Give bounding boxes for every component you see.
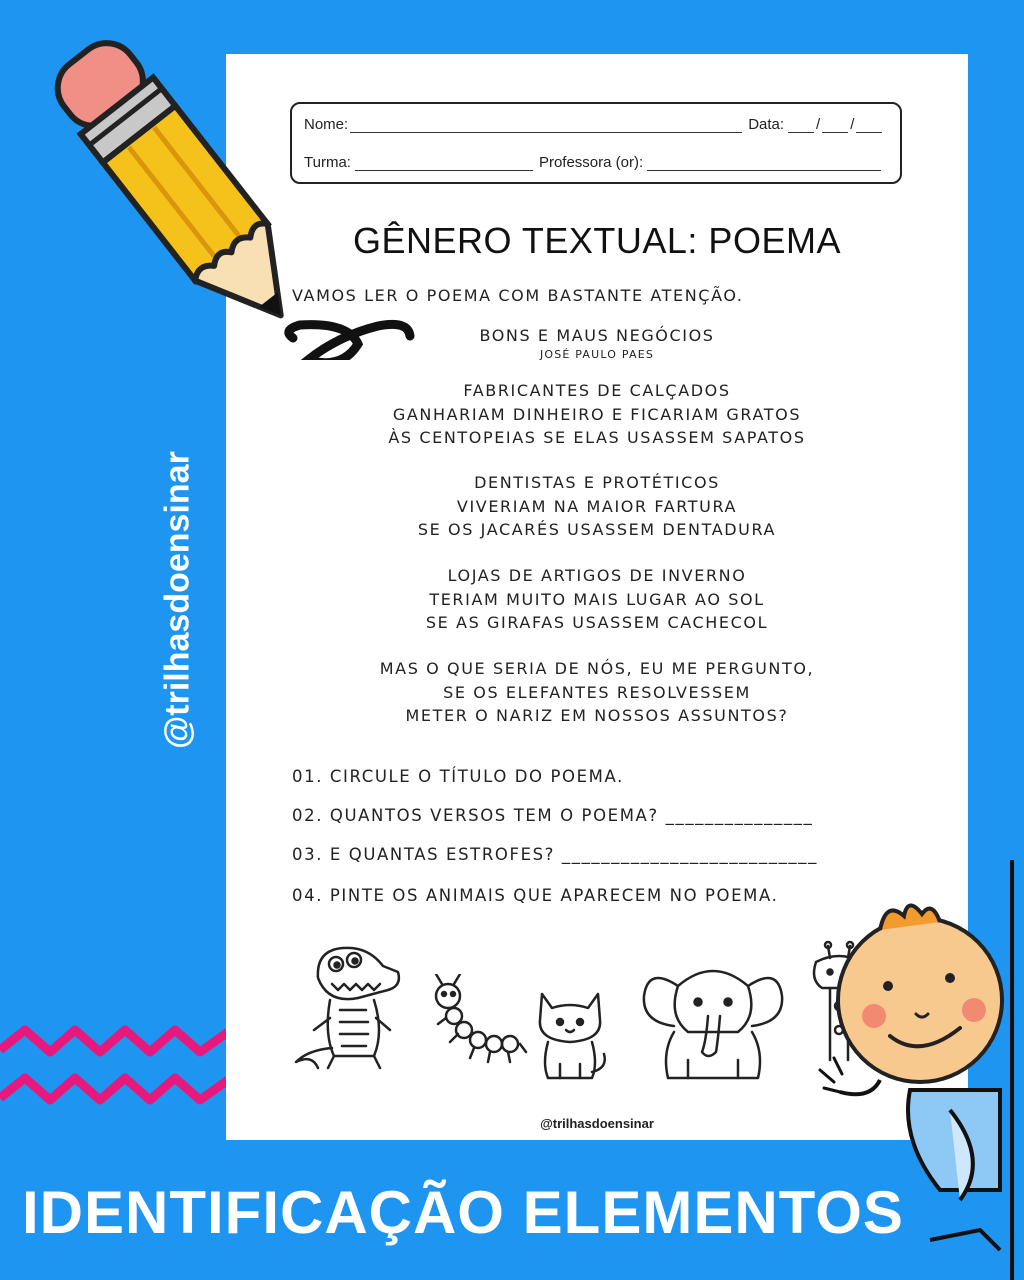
stanza [226, 564, 968, 635]
teacher-field[interactable] [647, 156, 881, 171]
verse: GANHARIAM DINHEIRO E FICARIAM GRATOS [392, 404, 802, 424]
cat-icon[interactable] [530, 984, 610, 1084]
stanza [226, 657, 968, 728]
stanza [226, 379, 968, 450]
verse: DENTISTAS E PROTÉTICOS [474, 473, 720, 492]
verse: SE OS JACARÉS USASSEM DENTADURA [417, 520, 777, 539]
verse: MAS O QUE SERIA DE NÓS, EU ME PERGUNTO, [379, 659, 815, 678]
intro-text: VAMOS LER O POEMA COM BASTANTE ATENÇÃO. [292, 286, 744, 305]
verse: FABRICANTES DE CALÇADOS [463, 381, 731, 400]
verse: SE OS ELEFANTES RESOLVESSEM [443, 682, 751, 702]
stanza [226, 471, 968, 542]
alligator-icon[interactable] [288, 938, 408, 1078]
name-label: Nome: [304, 116, 349, 133]
verse: TERIAM MUITO MAIS LUGAR AO SOL [429, 589, 765, 609]
question-1: 01. CIRCULE O TÍTULO DO POEMA. [292, 767, 624, 786]
student-info-box: Nome: Data: / / Turma: Professora (or): [290, 102, 902, 184]
side-handle: @trilhasdoensinar [158, 451, 197, 749]
date-day-field[interactable] [788, 118, 814, 133]
pencil-icon [38, 30, 418, 360]
poem-title: BONS E MAUS NEGÓCIOS [479, 326, 715, 345]
question-2: 02. QUANTOS VERSOS TEM O POEMA? _______________ [292, 806, 814, 825]
date-month-field[interactable] [822, 118, 848, 133]
footer-handle: @trilhasdoensinar [540, 1116, 654, 1131]
elephant-icon[interactable] [638, 956, 788, 1086]
verse: VIVERIAM NA MAIOR FARTURA [456, 496, 738, 516]
date-label: Data: [748, 116, 785, 133]
poem-author: JOSÉ PAULO PAES [539, 348, 655, 361]
zigzag-decoration [0, 1010, 230, 1130]
verse: METER O NARIZ EM NOSSOS ASSUNTOS? [405, 706, 789, 725]
class-label: Turma: [304, 154, 351, 171]
verse: SE AS GIRAFAS USASSEM CACHECOL [425, 613, 769, 632]
verse: LOJAS DE ARTIGOS DE INVERNO [447, 566, 747, 585]
teacher-label: Professora (or): [538, 154, 644, 171]
centipede-icon[interactable] [428, 974, 528, 1074]
verse: ÀS CENTOPEIAS SE ELAS USASSEM SAPATOS [388, 428, 806, 447]
date-year-field[interactable] [856, 118, 882, 133]
page-title: GÊNERO TEXTUAL: POEMA [353, 220, 841, 261]
question-3: 03. E QUANTAS ESTROFES? __________________________ [292, 845, 818, 864]
banner-title: IDENTIFICAÇÃO ELEMENTOS [22, 1179, 904, 1246]
question-4: 04. PINTE OS ANIMAIS QUE APARECEM NO POEMA. [292, 886, 779, 905]
